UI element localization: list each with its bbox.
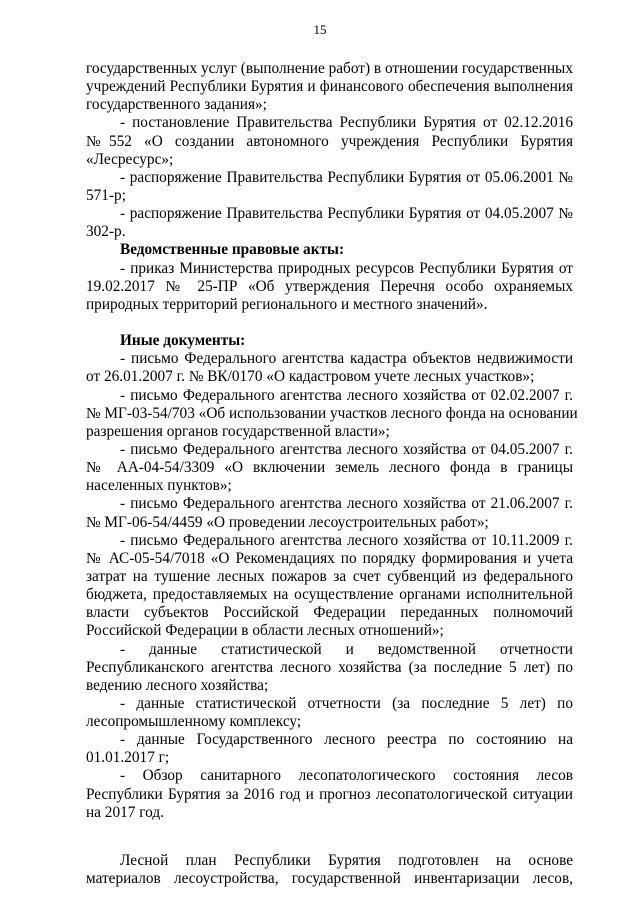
- text-line: на 2017 год.: [86, 803, 164, 821]
- paragraph: [86, 60, 573, 114]
- text-line: материалов лесоустройства, государственной инвентаризации лесов,: [86, 870, 573, 888]
- document-body: [86, 60, 578, 888]
- text-line: 01.01.2017 г;: [86, 749, 170, 767]
- paragraph: [86, 641, 573, 695]
- paragraph: [86, 767, 573, 821]
- paragraph: [86, 350, 573, 386]
- text-line: государственного задания»;: [86, 96, 267, 114]
- text-line: - данные статистической отчетности (за последние 5 лет) по: [120, 694, 573, 712]
- text-line: - письмо Федерального агентства кадастра объектов недвижимости: [120, 350, 573, 368]
- text-line: разрешения органов государственной власти»;: [86, 422, 390, 440]
- paragraph: [86, 495, 573, 531]
- text-line: учреждений Республики Бурятия и финансового обеспечения выполнения: [86, 78, 573, 96]
- paragraph: [86, 852, 573, 888]
- paragraph: [86, 386, 578, 441]
- text-line: - приказ Министерства природных ресурсов Республики Бурятия от: [120, 259, 573, 277]
- paragraph: [86, 532, 573, 641]
- text-line: - данные Государственного лесного реестра по состоянию на: [120, 731, 573, 749]
- text-line: ведению лесного хозяйства;: [86, 676, 269, 694]
- text-line: 571-р;: [86, 186, 126, 204]
- text-line: - письмо Федерального агентства лесного хозяйства от 10.11.2009 г.: [120, 531, 573, 549]
- paragraph: [86, 114, 573, 168]
- text-line: 302-р.: [86, 223, 126, 241]
- text-line: затрат на тушение лесных пожаров за счет субвенций из федерального: [86, 567, 573, 585]
- text-line: населенных пунктов»;: [86, 477, 232, 495]
- text-line: от 26.01.2007 г. № ВК/0170 «О кадастровом учете лесных участков»;: [86, 368, 535, 386]
- text-line: № АС-05-54/7018 «О Рекомендациях по порядку формирования и учета: [86, 549, 573, 567]
- text-line: бюджета, предоставляемых на осуществление органами исполнительной: [86, 586, 573, 604]
- text-line: Лесной план Республики Бурятия подготовлен на основе: [120, 851, 573, 869]
- paragraph-spacer: [86, 822, 573, 852]
- text-line: - письмо Федерального агентства лесного хозяйства от 02.02.2007 г.: [120, 386, 573, 404]
- section-heading: Иные документы:: [120, 332, 246, 350]
- text-line: лесопромышленному комплексу;: [86, 713, 302, 731]
- paragraph: [86, 260, 573, 314]
- text-line: - распоряжение Правительства Республики Бурятия от 05.06.2001 №: [120, 168, 573, 186]
- text-line: государственных услуг (выполнение работ) в отношении государственных: [86, 60, 573, 77]
- text-line: № МГ-06-54/4459 «О проведении лесоустроительных работ»;: [86, 513, 489, 531]
- text-line: «Лесресурс»;: [86, 150, 174, 168]
- text-line: - распоряжение Правительства Республики Бурятия от 04.05.2007 №: [120, 205, 573, 223]
- page-number: 15: [313, 22, 327, 37]
- text-line: - Обзор санитарного лесопатологического состояния лесов: [120, 767, 573, 785]
- text-line: - данные статистической и ведомственной отчетности: [120, 640, 573, 658]
- text-line: №552 «О создании автономного учреждения Республики Бурятия: [86, 132, 573, 150]
- text-line: Республики Бурятия за 2016 год и прогноз лесопатологической ситуации: [86, 785, 573, 803]
- text-line: - письмо Федерального агентства лесного хозяйства от 21.06.2007 г.: [120, 495, 573, 513]
- paragraph: [86, 731, 573, 767]
- text-line: - постановление Правительства Республики Бурятия от 02.12.2016: [120, 114, 573, 132]
- section-heading: Ведомственные правовые акты:: [120, 241, 345, 259]
- text-line: Республиканского агентства лесного хозяйства (за последние 5 лет) по: [86, 658, 573, 676]
- text-line: власти субъектов Российской Федерации переданных полномочий: [86, 604, 573, 622]
- text-line: № МГ-03-54/703 «Об использовании участков лесного фонда на основании: [86, 404, 578, 422]
- text-line: природных территорий регионального и местного значений».: [86, 295, 488, 313]
- text-line: № АА-04-54/3309 «О включении земель лесного фонда в границы: [86, 459, 573, 477]
- text-line: 19.02.2017 № 25-ПР «Об утверждения Перечня особо охраняемых: [86, 277, 573, 295]
- paragraph: [86, 169, 573, 205]
- paragraph: [86, 205, 573, 241]
- text-line: Российской Федерации в области лесных отношений»;: [86, 622, 444, 640]
- paragraph: [86, 695, 573, 731]
- text-line: - письмо Федерального агентства лесного хозяйства от 04.05.2007 г.: [120, 440, 573, 458]
- paragraph: [86, 441, 573, 495]
- paragraph-spacer: [86, 314, 573, 332]
